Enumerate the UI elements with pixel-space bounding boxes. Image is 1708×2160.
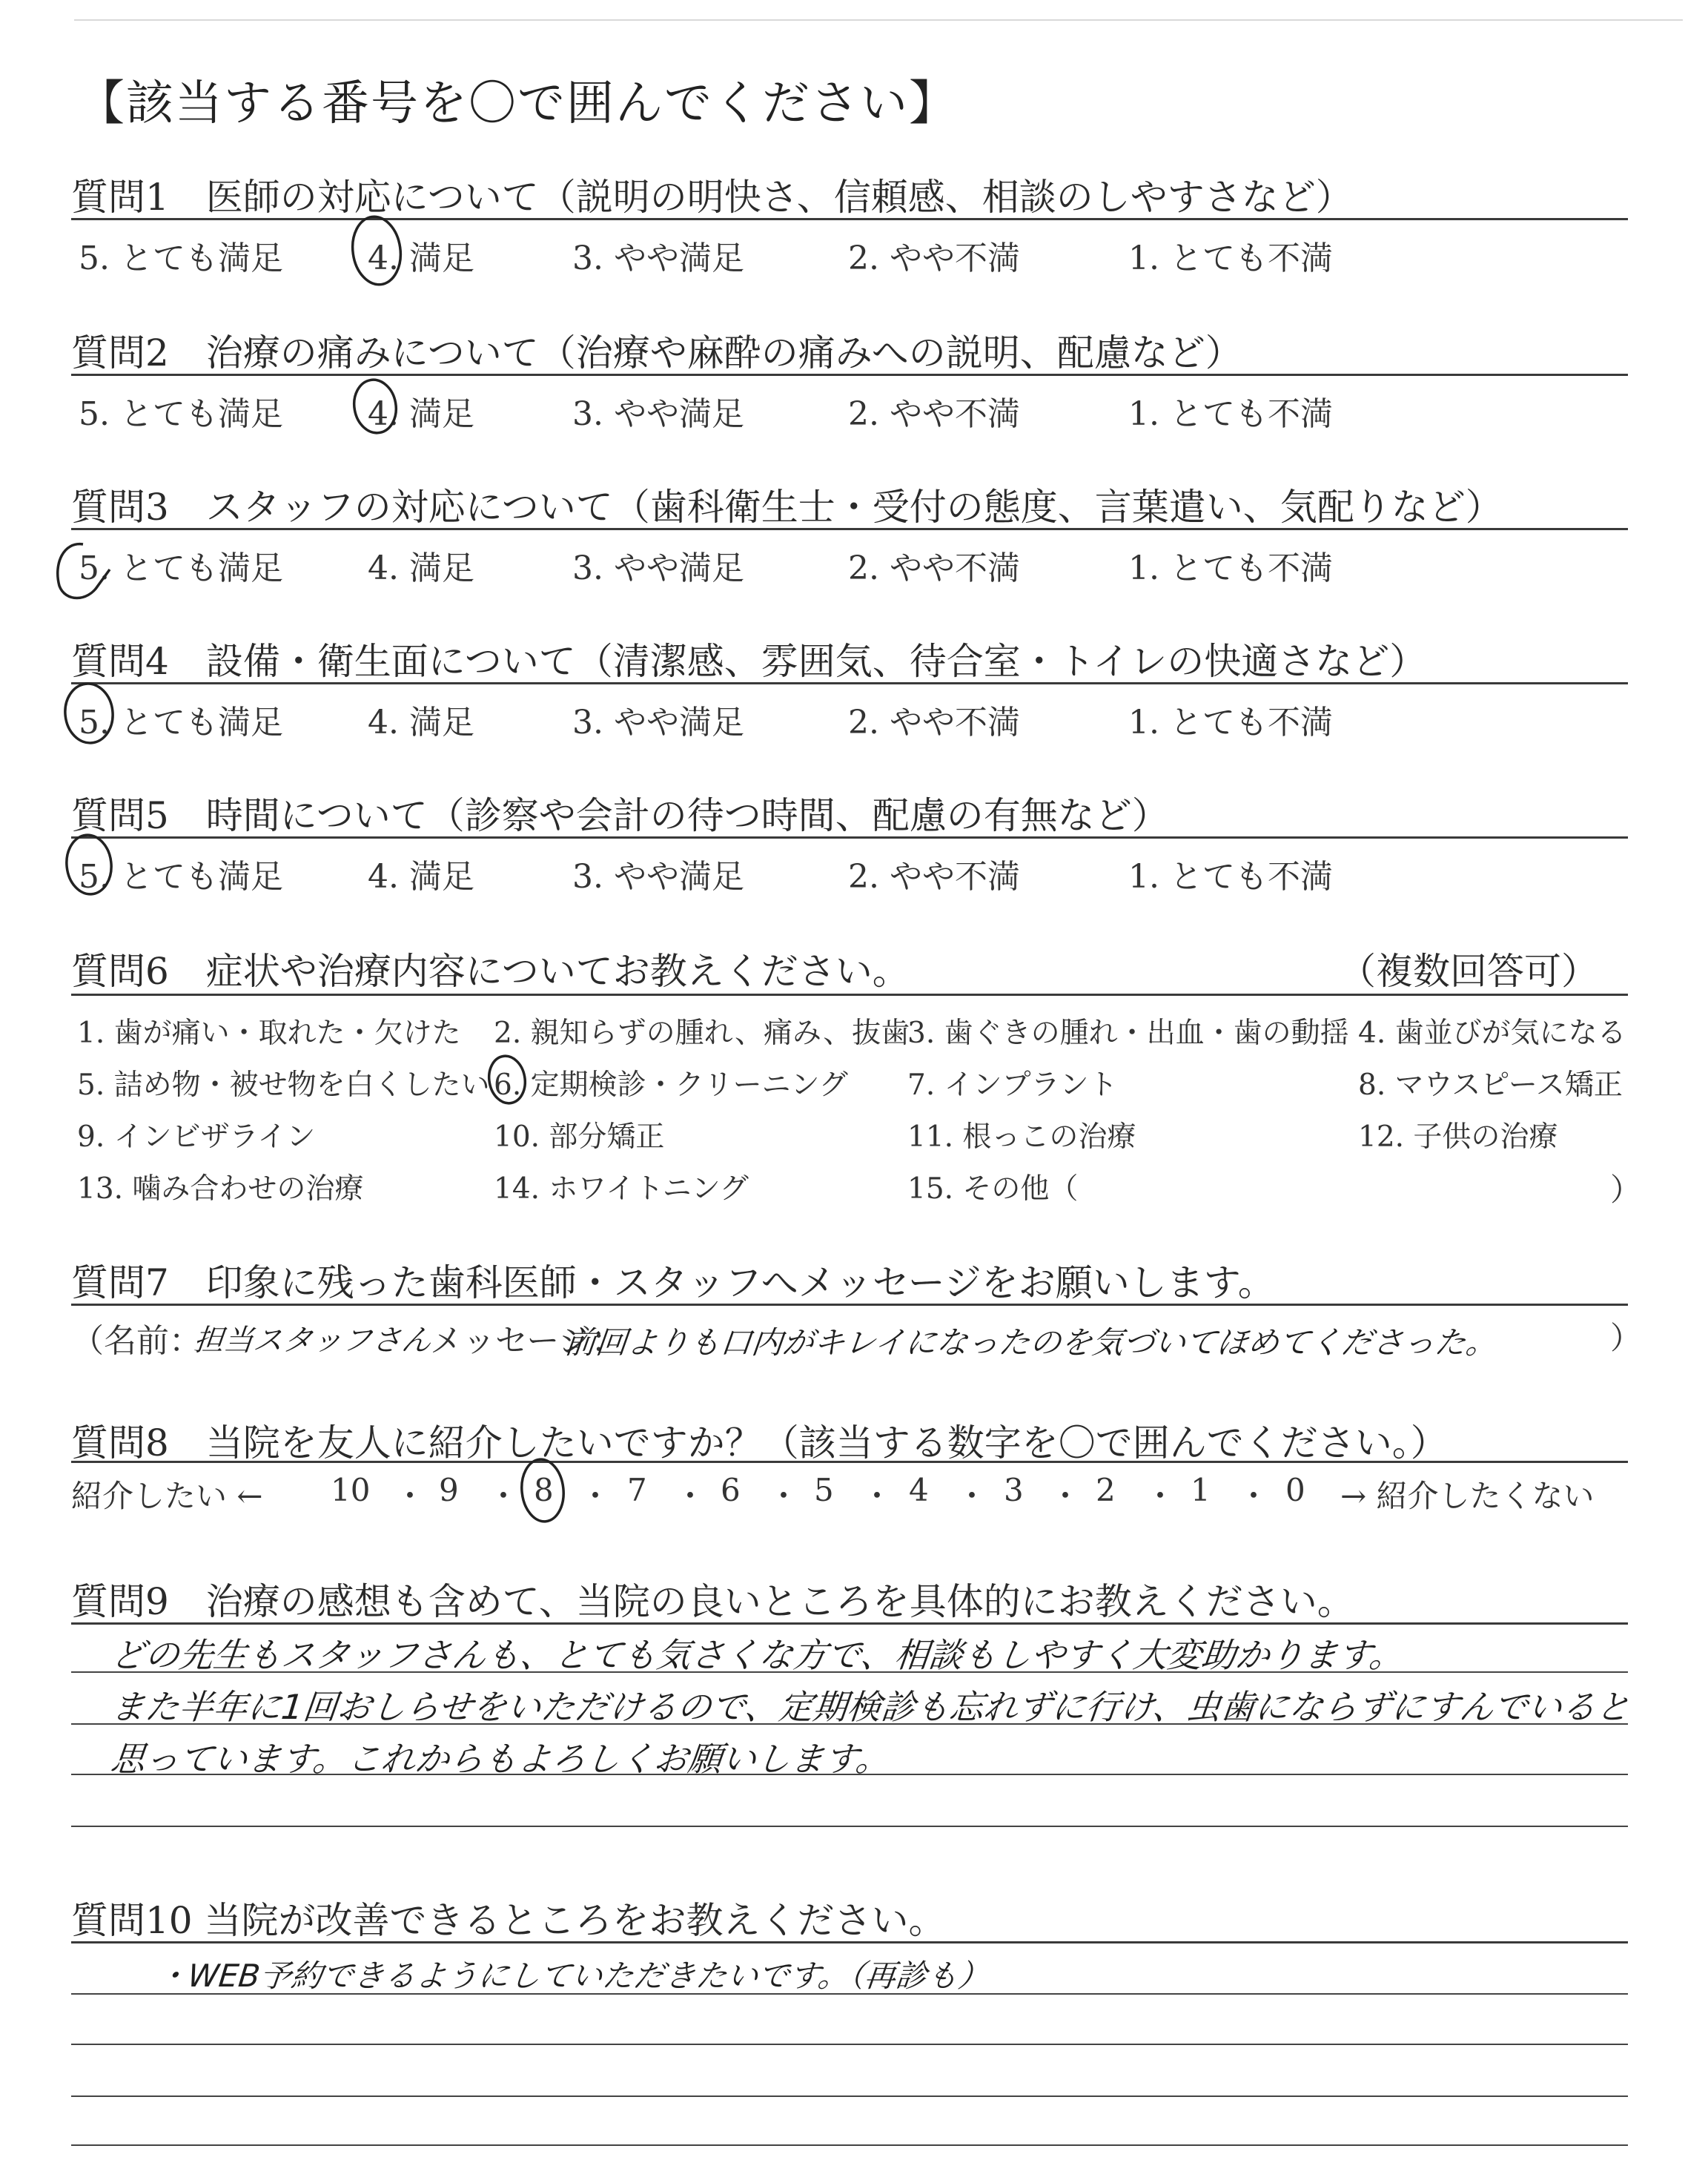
q4-option-4[interactable]: 4. 満足 — [368, 704, 474, 742]
q7-message-label: メッセージ： — [430, 1322, 624, 1360]
q8-number-7[interactable]: 7 — [627, 1472, 647, 1508]
q4-option-5[interactable]: 5. とても満足 — [79, 704, 283, 742]
q8-title: 質問8 当院を友人に紹介したいですか？（該当する数字を〇で囲んでください。） — [71, 1421, 1448, 1464]
q8-number-1[interactable]: 1 — [1191, 1472, 1211, 1508]
q8-separator: ・ — [768, 1478, 800, 1514]
q7-name-handwritten[interactable]: 担当スタッフさん — [192, 1324, 434, 1358]
q8-separator: ・ — [675, 1478, 706, 1514]
q8-right-label: → 紹介したくない — [1340, 1478, 1595, 1514]
q6-option-1[interactable]: 1. 歯が痛い・取れた・欠けた — [77, 1017, 461, 1050]
q9-answer-line-2[interactable]: また半年に1回おしらせをいただけるので、定期検診も忘れずに行け、虫歯にならずにすんでいると — [108, 1687, 1632, 1727]
q6-option-7[interactable]: 7. インプラント — [907, 1069, 1118, 1102]
q10-answer-line — [71, 2144, 1628, 2146]
q1-option-1[interactable]: 1. とても不満 — [1128, 240, 1333, 277]
q8-separator: ・ — [394, 1478, 426, 1514]
q3-title: 質問3 スタッフの対応について（歯科衛生士・受付の態度、言葉遣い、気配りなど） — [71, 486, 1503, 529]
q9-answer-line-1[interactable]: どの先生もスタッフさんも、とても気さくな方で、相談もしやすく大変助かります。 — [108, 1635, 1406, 1675]
q8-number-5[interactable]: 5 — [814, 1472, 834, 1508]
q6-option-15[interactable]: 15. その他（ — [907, 1172, 1079, 1206]
q6-option-2[interactable]: 2. 親知らずの腫れ、痛み、抜歯 — [494, 1017, 910, 1050]
q6-title: 質問6 症状や治療内容についてお教えください。 — [71, 950, 910, 993]
q7-message-handwritten[interactable]: 前回よりも口内がキレイになったのを気づいてほめてくださった。 — [563, 1324, 1499, 1361]
q2-rule — [71, 374, 1628, 376]
q6-note: （複数回答可） — [1339, 950, 1598, 993]
q8-number-6[interactable]: 6 — [721, 1472, 741, 1508]
q1-option-3[interactable]: 3. やや満足 — [572, 240, 744, 277]
q4-option-1[interactable]: 1. とても不満 — [1128, 704, 1333, 742]
q8-separator: ・ — [1050, 1478, 1082, 1514]
q8-number-8[interactable]: 8 — [534, 1472, 554, 1508]
q8-separator: ・ — [580, 1478, 612, 1514]
q9-title: 質問9 治療の感想も含めて、当院の良いところを具体的にお教えください。 — [71, 1580, 1354, 1623]
q8-separator: ・ — [861, 1478, 893, 1514]
q8-number-0[interactable]: 0 — [1285, 1472, 1305, 1508]
q6-option-11[interactable]: 11. 根っこの治療 — [907, 1120, 1136, 1154]
q10-answer-line — [71, 2095, 1628, 2097]
q7-close-paren: ） — [1610, 1320, 1642, 1356]
q8-number-3[interactable]: 3 — [1004, 1472, 1024, 1508]
q2-title: 質問2 治療の痛みについて（治療や麻酔の痛みへの説明、配慮など） — [71, 331, 1242, 374]
q4-option-2[interactable]: 2. やや不満 — [848, 704, 1020, 742]
q2-option-4[interactable]: 4. 満足 — [368, 395, 474, 433]
q8-left-label: 紹介したい ← — [71, 1478, 263, 1514]
q10-rule — [71, 1941, 1628, 1943]
q6-option-12[interactable]: 12. 子供の治療 — [1358, 1120, 1558, 1154]
q6-option-5[interactable]: 5. 詰め物・被せ物を白くしたい — [77, 1069, 490, 1102]
q3-option-1[interactable]: 1. とても不満 — [1128, 549, 1333, 587]
instructions-header: 【該当する番号を〇で囲んでください】 — [77, 76, 958, 131]
q2-option-1[interactable]: 1. とても不満 — [1128, 395, 1333, 433]
q8-number-10[interactable]: 10 — [331, 1472, 371, 1508]
q10-title: 質問10 当院が改善できるところをお教えください。 — [71, 1899, 946, 1942]
q7-rule — [71, 1304, 1628, 1306]
q5-rule — [71, 836, 1628, 839]
q2-option-2[interactable]: 2. やや不満 — [848, 395, 1020, 433]
q4-title: 質問4 設備・衛生面について（清潔感、雰囲気、待合室・トイレの快適さなど） — [71, 640, 1427, 683]
q6-option-4[interactable]: 4. 歯並びが気になる — [1358, 1017, 1626, 1050]
q1-option-2[interactable]: 2. やや不満 — [848, 240, 1020, 277]
q6-rule — [71, 994, 1628, 996]
q6-other-close-paren: ） — [1610, 1172, 1642, 1208]
q8-separator: ・ — [956, 1478, 988, 1514]
q2-option-3[interactable]: 3. やや満足 — [572, 395, 744, 433]
q6-option-9[interactable]: 9. インビザライン — [77, 1120, 316, 1154]
q3-option-5[interactable]: 5. とても満足 — [79, 549, 283, 587]
q9-answer-line — [71, 1826, 1628, 1827]
q5-option-3[interactable]: 3. やや満足 — [572, 858, 744, 896]
q9-answer-line-3[interactable]: 思っています。これからもよろしくお願いします。 — [108, 1739, 893, 1779]
q6-option-8[interactable]: 8. マウスピース矯正 — [1358, 1069, 1623, 1102]
q10-answer-line-1[interactable]: ・WEB予約できるようにしていただきたいです。（再診も） — [155, 1958, 991, 1994]
q4-option-3[interactable]: 3. やや満足 — [572, 704, 744, 742]
q2-option-5[interactable]: 5. とても満足 — [79, 395, 283, 433]
q3-option-2[interactable]: 2. やや不満 — [848, 549, 1020, 587]
q5-option-4[interactable]: 4. 満足 — [368, 858, 474, 896]
top-border — [74, 19, 1683, 21]
q1-title: 質問1 医師の対応について（説明の明快さ、信頼感、相談のしやすさなど） — [71, 176, 1353, 219]
q3-rule — [71, 528, 1628, 530]
q9-rule — [71, 1622, 1628, 1625]
q8-number-9[interactable]: 9 — [439, 1472, 459, 1508]
q3-option-4[interactable]: 4. 満足 — [368, 549, 474, 587]
q6-option-10[interactable]: 10. 部分矯正 — [494, 1120, 665, 1154]
q1-option-4[interactable]: 4. 満足 — [368, 240, 474, 277]
q8-separator: ・ — [488, 1478, 520, 1514]
q6-option-13[interactable]: 13. 噛み合わせの治療 — [77, 1172, 364, 1206]
q8-number-4[interactable]: 4 — [909, 1472, 929, 1508]
q5-option-2[interactable]: 2. やや不満 — [848, 858, 1020, 896]
q6-option-14[interactable]: 14. ホワイトニング — [494, 1172, 749, 1206]
q8-separator: ・ — [1238, 1478, 1270, 1514]
q3-option-3[interactable]: 3. やや満足 — [572, 549, 744, 587]
q5-title: 質問5 時間について（診察や会計の待つ時間、配慮の有無など） — [71, 794, 1169, 837]
q8-separator: ・ — [1145, 1478, 1176, 1514]
q1-option-5[interactable]: 5. とても満足 — [79, 240, 283, 277]
q4-rule — [71, 682, 1628, 684]
q6-option-6[interactable]: 6. 定期検診・クリーニング — [494, 1069, 848, 1102]
q1-rule — [71, 218, 1628, 220]
q7-name-label: （名前： — [71, 1322, 202, 1360]
q6-option-3[interactable]: 3. 歯ぐきの腫れ・出血・歯の動揺 — [907, 1017, 1349, 1050]
q5-option-5[interactable]: 5. とても満足 — [79, 858, 283, 896]
q8-rule — [71, 1461, 1628, 1463]
q7-title: 質問7 印象に残った歯科医師・スタッフへメッセージをお願いします。 — [71, 1261, 1275, 1304]
q10-answer-line — [71, 2044, 1628, 2045]
q5-option-1[interactable]: 1. とても不満 — [1128, 858, 1333, 896]
q8-number-2[interactable]: 2 — [1096, 1472, 1116, 1508]
